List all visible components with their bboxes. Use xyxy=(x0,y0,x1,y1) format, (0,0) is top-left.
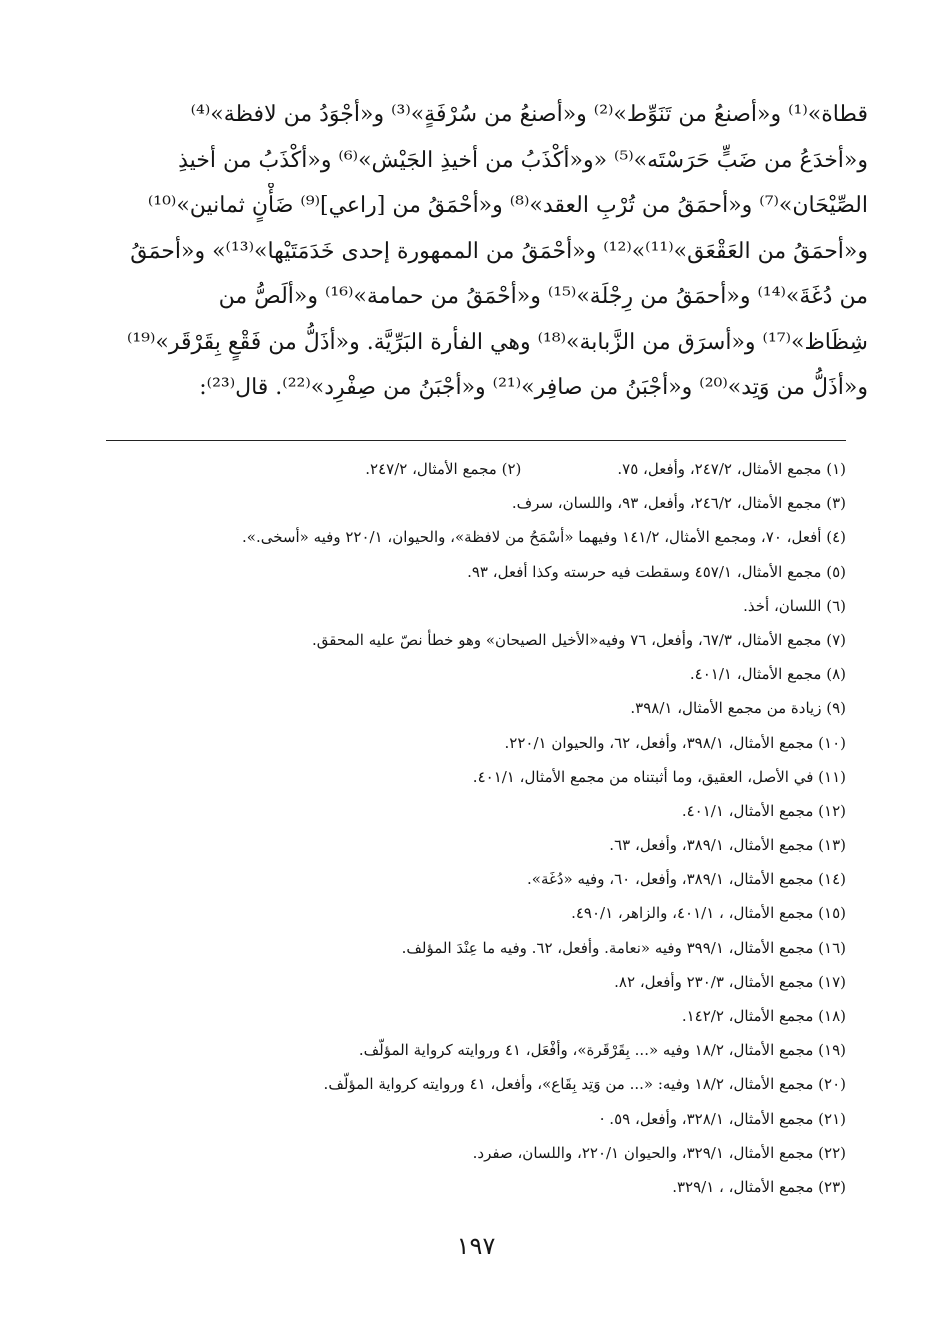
footnote: (١٢) مجمع الأمثال، ٤٠١/١. xyxy=(681,801,846,820)
body-line: الصِّيْحَان»⁽⁷⁾ و«أحمَقُ من تُرْبِ العقد»⁽⁸⁾ و«أحْمَقُ من [راعي]⁽⁹⁾ ضَأْنٍ ثمانين»⁽¹⁰⁾ xyxy=(147,193,868,218)
footnote: (١٧) مجمع الأمثال، ٢٣٠/٣ وأفعل، ٨٢. xyxy=(614,972,846,991)
footnote: (٨) مجمع الأمثال، ٤٠١/١. xyxy=(689,665,846,684)
body-line: شِظَاظ»⁽¹⁷⁾ و«أسرَق من الزَّبابة»⁽¹⁸⁾ وهي الفأرة البَرِّيَّة. و«أذَلُّ من فَقْعٍ بِقَرْقَر»⁽¹⁹⁾ xyxy=(126,329,868,355)
footnote: (٧) مجمع الأمثال، ٦٧/٣، وأفعل، ٧٦ وفيه«الأخيل الصيحان» وهو خطأ نصّ عليه المحقق. xyxy=(312,630,846,649)
footnote: (١٣) مجمع الأمثال، ٣٨٩/١، وأفعل، ٦٣. xyxy=(609,836,846,855)
body-line: و«أخدَعُ من ضَبٍّ حَرَسْتَه»⁽⁵⁾ «و«أكْذَبُ من أخيذِ الجَيْش»⁽⁶⁾ و«أكْذَبُ من أخيذِ xyxy=(178,147,868,173)
body-line: قطاة»⁽¹⁾ و«أصنعُ من تَنَوِّط»⁽²⁾ و«أصنعُ من سُرْفَةٍ»⁽³⁾ و«أجْوَدُ من لافظة»⁽⁴⁾ xyxy=(190,102,868,127)
body-line: و«أذَلُّ من وَتِد»⁽²⁰⁾ و«أجْبَنُ من صافِر»⁽²¹⁾ و«أجْبَنُ من صِفْرِد»⁽²²⁾. قال⁽²³⁾: xyxy=(199,375,868,400)
footnote: (٣) مجمع الأمثال، ٢٤٦/٢، وأفعل، ٩٣، واللسان، سرف. xyxy=(511,494,846,513)
footnote: (٢) مجمع الأمثال، ٢٤٧/٢. xyxy=(365,460,522,478)
footnote: (٤) أفعل، ٧٠، ومجمع الأمثال، ١٤١/٢ وفيهما «أسْمَحُ من لافظة»، والحيوان، ٢٢٠/١ وفيه «أسخى.». xyxy=(242,528,846,547)
footnote: (٦) اللسان، أخذ. xyxy=(743,596,846,615)
footnote: (٢٢) مجمع الأمثال، ٣٢٩/١، والحيوان ٢٢٠/١، واللسان، صفرد. xyxy=(472,1143,846,1162)
footnote: (١٩) مجمع الأمثال، ١٨/٢ وفيه «... بِقَرْقَرة»، وأفْعَل، ٤١ وروايته كرواية المؤلّف. xyxy=(358,1041,846,1060)
footnote: (٢١) مجمع الأمثال، ٣٢٨/١، وأفعل، ٥٩. · xyxy=(599,1109,846,1128)
footnote: (١٠) مجمع الأمثال، ٣٩٨/١، وأفعل، ٦٢، والحيوان ٢٢٠/١. xyxy=(504,733,846,752)
main-text-block xyxy=(93,92,868,411)
footnote-separator xyxy=(106,440,846,441)
footnote: (٢٣) مجمع الأمثال، ، ٣٢٩/١. xyxy=(672,1177,846,1196)
footnote: (٢٠) مجمع الأمثال، ١٨/٢ وفيه: «... من وَتِد بِقَاع»، وأفعل، ٤١ وروايته كرواية المؤلّف. xyxy=(323,1075,846,1094)
footnote: (٥) مجمع الأمثال، ٤٥٧/١ وسقطت فيه حرسته وكذا أفعل، ٩٣. xyxy=(467,562,846,581)
page-number: ١٩٧ xyxy=(456,1232,496,1260)
footnotes-block xyxy=(106,452,846,1204)
footnote-row xyxy=(106,452,846,486)
footnote: (٩) زيادة من مجمع الأمثال، ٣٩٨/١. xyxy=(630,699,846,718)
footnote: (١٦) مجمع الأمثال، ٣٩٩/١ وفيه «نعامة. وأفعل، ٦٢. وفيه ما عِنْدَ المؤلف. xyxy=(401,938,846,957)
footnote: (١٨) مجمع الأمثال، ١٤٢/٢. xyxy=(681,1007,846,1025)
body-line: من دُغَةَ»⁽¹⁴⁾ و«أحمَقُ من رِجْلَة»⁽¹⁵⁾ و«أحْمَقُ من حمامة»⁽¹⁶⁾ و«ألَصُّ من xyxy=(218,284,868,309)
footnote: (١٤) مجمع الأمثال، ٣٨٩/١، وأفعل، ٦٠، وفيه «دُغَة». xyxy=(527,870,846,889)
footnote: (١٥) مجمع الأمثال، ، ٤٠١/١، والزاهر، ٤٩٠/١. xyxy=(571,904,846,923)
body-line: و«أحمَقُ من العَقْعَق»⁽¹¹⁾»⁽¹²⁾ و«أحْمَقُ من الممهورة إحدى خَدَمَتَيْها»⁽¹³⁾» و«أحمَقُ xyxy=(130,238,868,264)
footnote: (١١) في الأصل، العقيق، وما أثبتناه من مجمع الأمثال، ٤٠١/١. xyxy=(472,767,846,786)
footnote: (١) مجمع الأمثال، ٢٤٧/٢، وأفعل، ٧٥. xyxy=(617,460,846,478)
